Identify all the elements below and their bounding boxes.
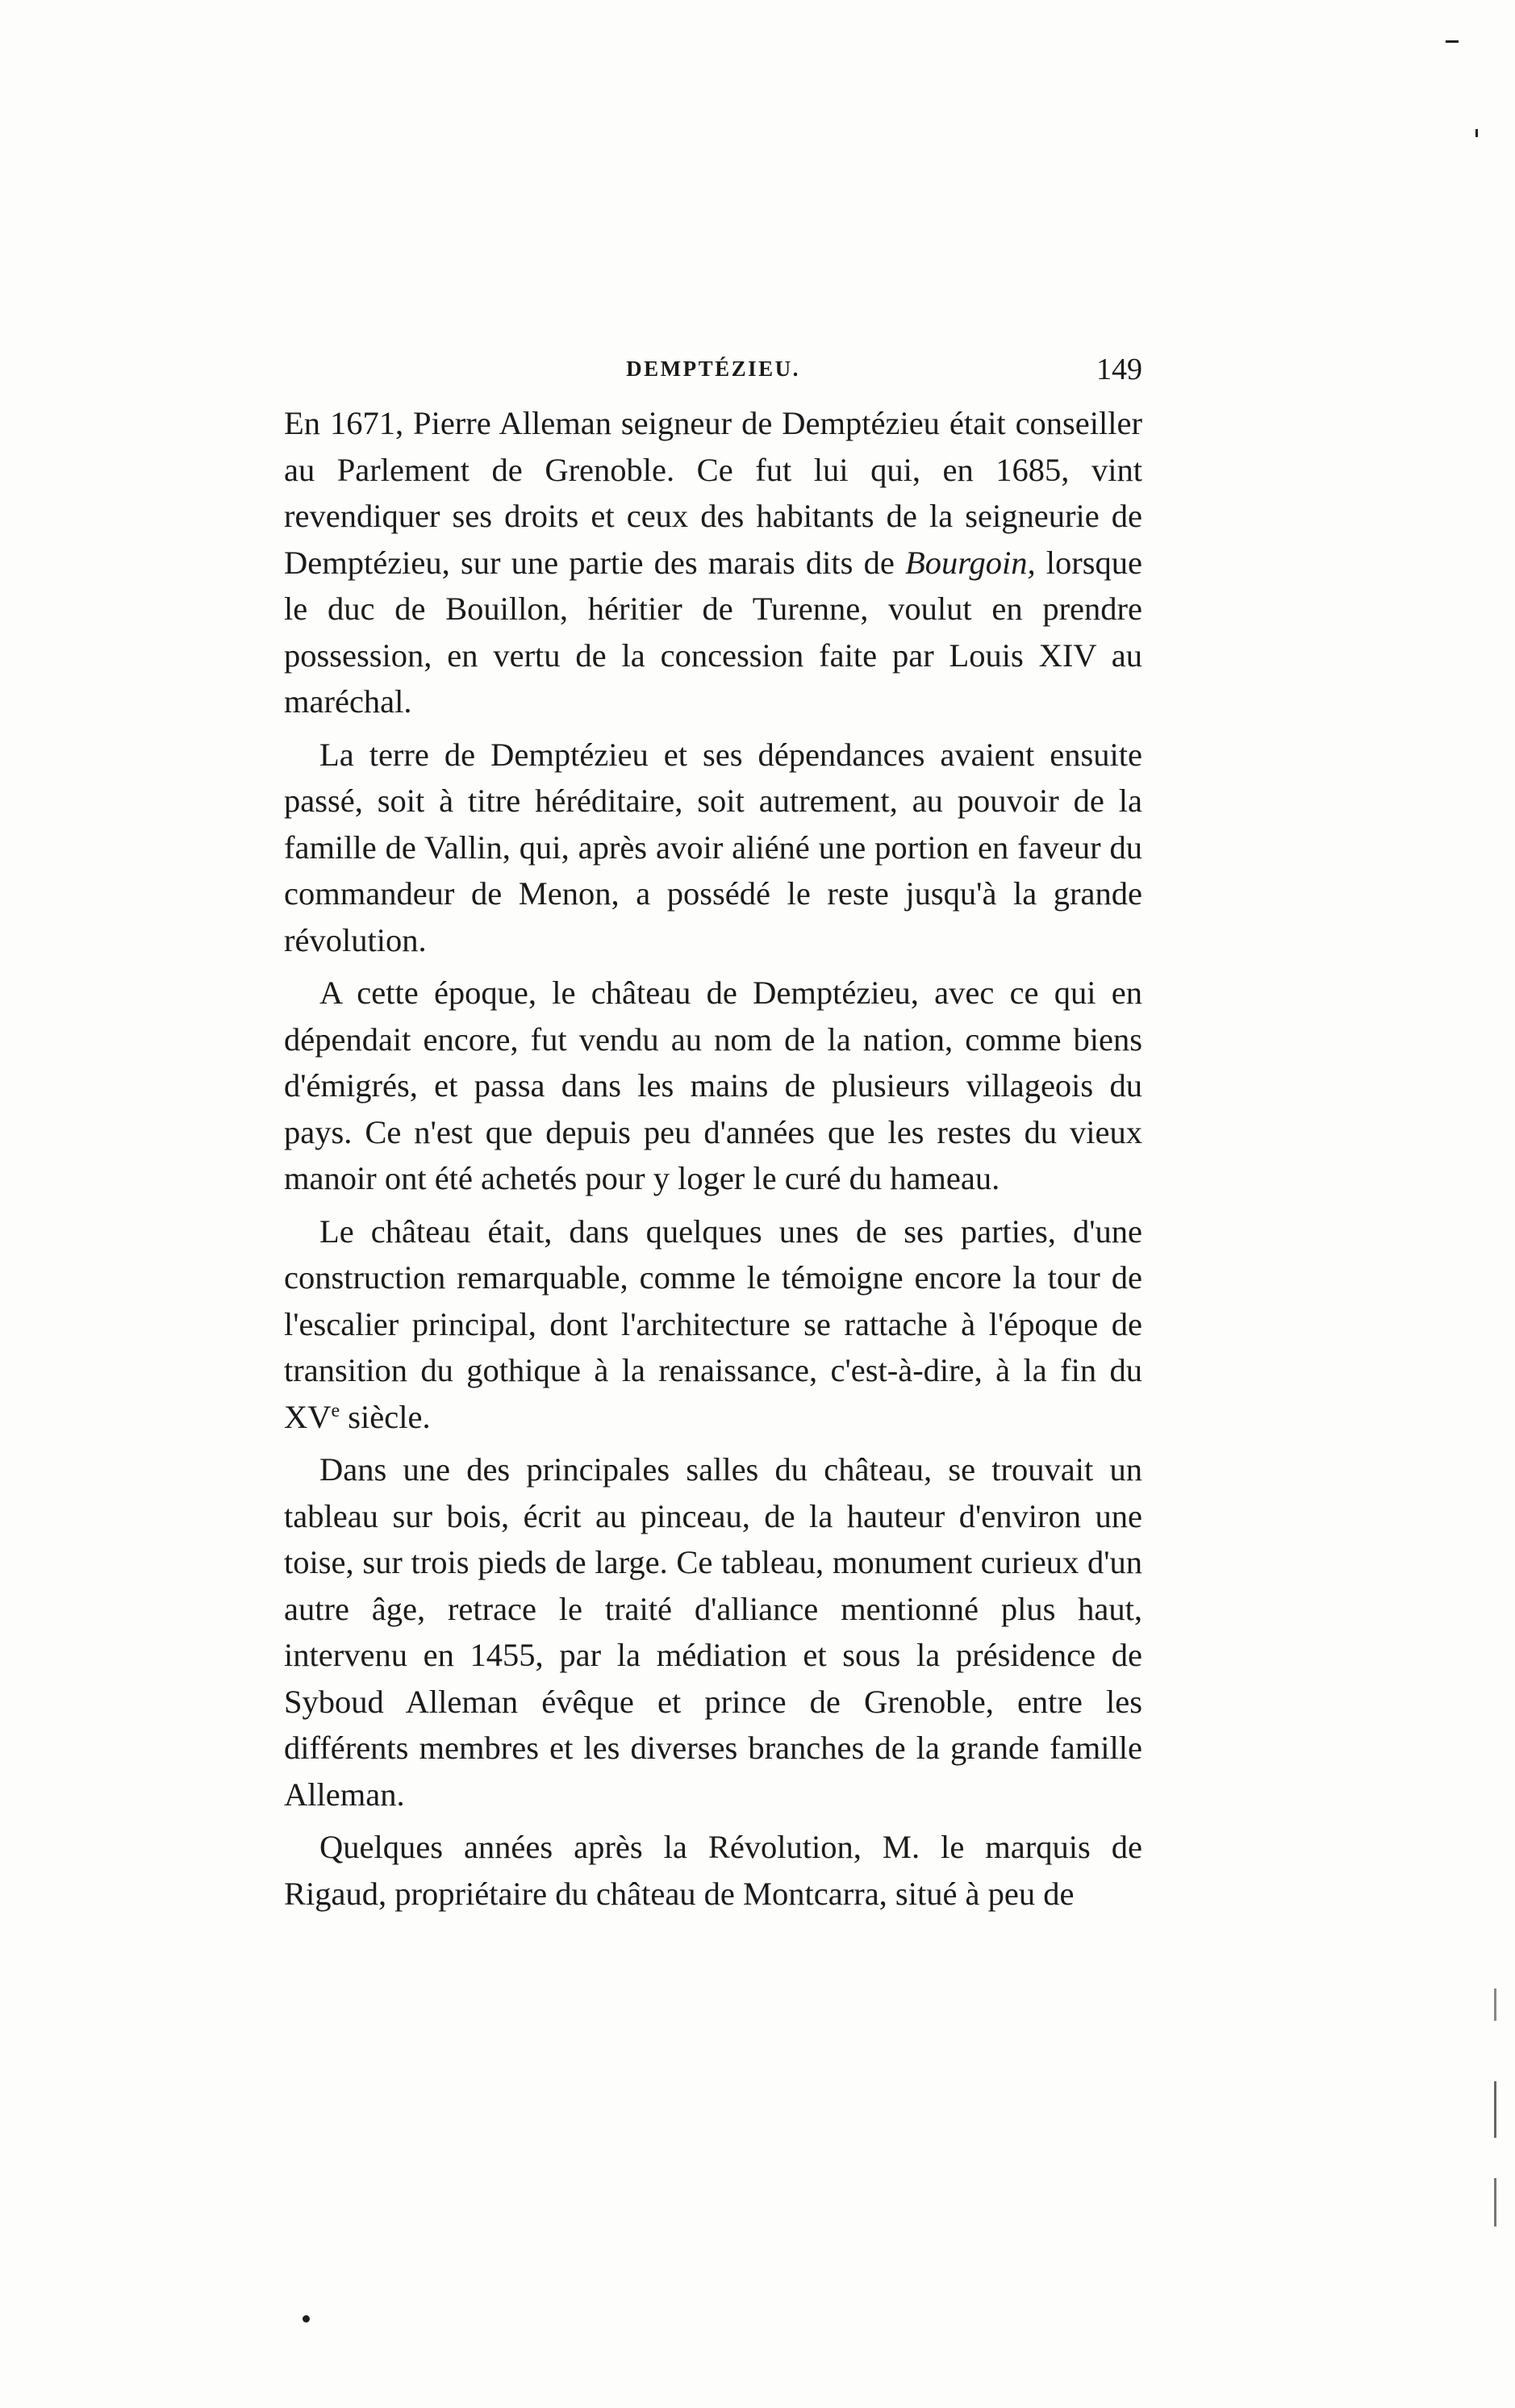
paragraph-6-text: Quelques années après la Révolution, M. le marquis de Rigaud, propriétaire du château de Montcarra, situé à peu de <box>284 1829 1142 1912</box>
scan-mark-bottom-left <box>303 2315 310 2322</box>
paragraph-5 <box>284 1446 1142 1817</box>
paragraph-5-text: Dans une des principales salles du château, se trouvait un tableau sur bois, écrit au pinceau, de la hauteur d'environ une toise, sur trois pieds de large. Ce tableau, monument curieux d'un autre âge, retrace le traité d'alliance mentionné plus haut, intervenu en 1455, par la médiation et sous la présidence de Syboud Alleman évêque et prince de Grenoble, entre les différents membres et les diverses branches de la grande famille Alleman. <box>284 1451 1142 1813</box>
running-header <box>284 352 1142 400</box>
paragraph-3 <box>284 970 1142 1202</box>
body-text <box>284 400 1142 1923</box>
paragraph-4-text: Le château était, dans quelques unes de ses parties, d'une construction remarquable, comme le témoigne encore la tour de l'escalier principal, dont l'architecture se rattache à l'époque de transition du gothique à la renaissance, c'est-à-dire, à la fin du XV <box>284 1212 1142 1435</box>
paragraph-4-text-after: siècle. <box>340 1398 431 1435</box>
paragraph-4-superscript: e <box>331 1400 340 1421</box>
paragraph-1-italic-place: Bourgoin, <box>904 544 1036 581</box>
scan-mark-right <box>1475 129 1478 137</box>
paragraph-6 <box>284 1824 1142 1917</box>
paragraph-1-text-after: lorsque le duc de Bouillon, héritier de Turenne, voulut en prendre possession, en vertu de la concession faite par Louis XIV au maréchal. <box>284 544 1142 720</box>
scan-mark-edge-2 <box>1494 2081 1496 2138</box>
paragraph-3-text: A cette époque, le château de Demptézieu, avec ce qui en dépendait encore, fut vendu au nom de la nation, comme biens d'émigrés, et passa dans les mains de plusieurs villageois du pays. Ce n'est que depuis peu d'années que les restes du vieux manoir ont été achetés pour y loger le curé du hameau. <box>284 974 1142 1196</box>
paragraph-4 <box>284 1208 1142 1441</box>
scan-mark-edge-1 <box>1494 1989 1496 2021</box>
page-number: 149 <box>1096 353 1142 386</box>
scan-mark-edge-3 <box>1494 2178 1496 2226</box>
paragraph-1 <box>284 400 1142 725</box>
paragraph-2 <box>284 732 1142 964</box>
paragraph-2-text: La terre de Demptézieu et ses dépendances avaient ensuite passé, soit à titre héréditaire, soit autrement, au pouvoir de la famille de Vallin, qui, après avoir aliéné une portion en faveur du commandeur de Menon, a possédé le reste jusqu'à la grande révolution. <box>284 736 1142 958</box>
scan-mark-top-right <box>1446 40 1459 43</box>
running-title: DEMPTÉZIEU. <box>626 357 800 381</box>
paragraph-1-text: En 1671, Pierre Alleman seigneur de Demptézieu était conseiller au Parlement de Grenoble. Ce fut lui qui, en 1685, vint revendiquer ses droits et ceux des habitants de la seigneurie de Demptézieu, sur une partie des marais dits de <box>284 405 1142 581</box>
